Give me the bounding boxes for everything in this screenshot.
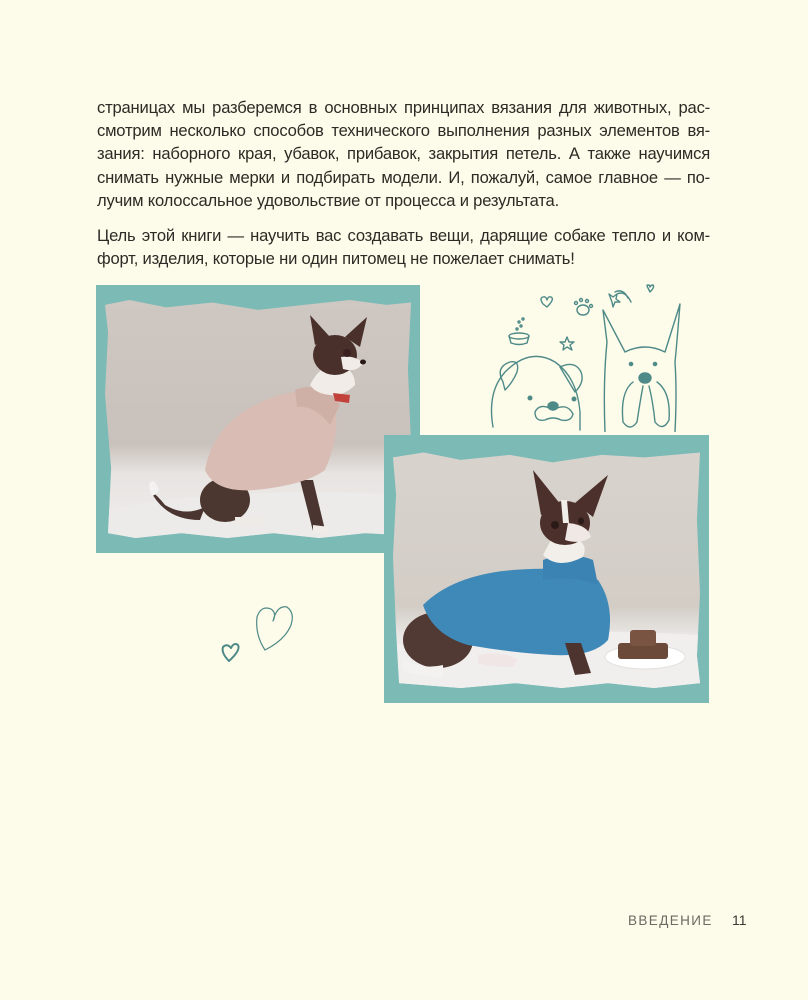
photo-pink-sweater-dog (96, 285, 420, 553)
hearts-doodle (215, 595, 300, 665)
photo-image (393, 445, 700, 693)
text-line: лучим колоссальное удовольствие от процесса и результата. (97, 190, 559, 210)
running-footer-section-title: ВВЕДЕНИЕ (628, 913, 713, 928)
heart-icon (257, 607, 293, 650)
text-line: смотрим несколько способов технического выполнения разных элементов вя- (97, 121, 710, 141)
heart-icon (541, 297, 552, 307)
paw-icon (575, 299, 593, 316)
paragraph-1 (97, 96, 710, 212)
photo-blue-sweater-dog (384, 435, 709, 703)
photo-image (105, 295, 411, 543)
text-line: снимать нужные мерки и подбирать модели. И, пожалуй, самое главное — по- (97, 167, 710, 187)
star-icon (560, 337, 574, 350)
pug-doodle (492, 356, 583, 430)
paragraph-2 (97, 224, 710, 270)
heart-icon (223, 644, 239, 661)
heart-icon (647, 285, 654, 292)
text-line: форт, изделия, которые ни один питомец не пожелает снимать! (97, 249, 575, 269)
body-text (97, 96, 710, 282)
text-line: Цель этой книги — научить вас создавать вещи, дарящие собаке тепло и ком- (97, 226, 710, 246)
dog-illustration (105, 295, 411, 543)
star-icon (609, 291, 631, 307)
dog-illustration (393, 445, 700, 693)
page-number: 11 (732, 912, 747, 928)
bowl-icon (509, 318, 529, 345)
text-line: зания: наборного края, убавок, прибавок, закрытия петель. А также научимся (97, 144, 710, 164)
pug-and-dog-doodle (485, 282, 690, 432)
dog-doodle (603, 304, 680, 432)
text-line: страницах мы разберемся в основных принципах вязания для животных, рас- (97, 98, 710, 117)
